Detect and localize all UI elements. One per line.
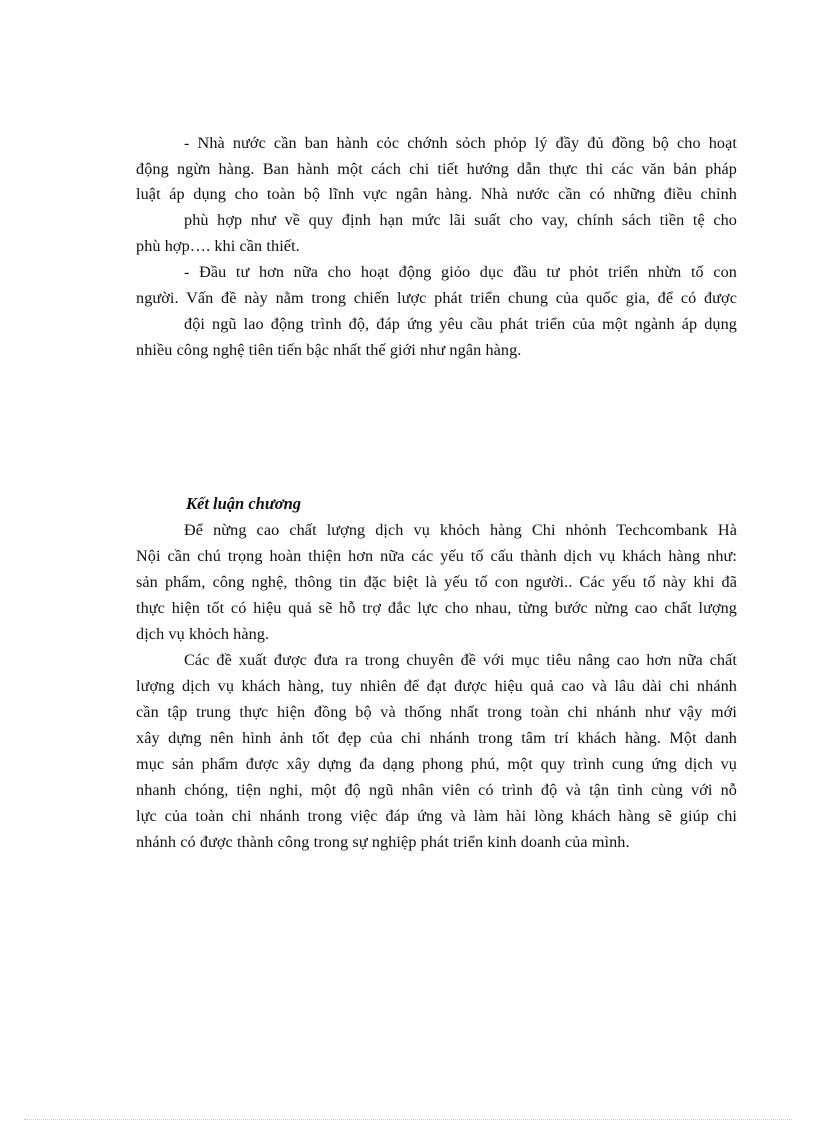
paragraph-4-line-3: cần tập trung thực hiện đồng bộ và thống nhất trong toàn chi nhánh như vậy mới [136,703,737,721]
paragraph-1-line-3: luật áp dụng cho toàn bộ lĩnh vực ngân hàng. Nhà nước cần có những điều chỉnh [136,185,737,203]
paragraph-1-line-5: phù hợp…. khi cần thiết. [136,237,300,255]
paragraph-4-line-8: nhánh có được thành công trong sự nghiệp phát triển kinh doanh của mình. [136,833,630,851]
paragraph-3-line-2: Nội cần chú trọng hoàn thiện hơn nữa các yếu tố cấu thành dịch vụ khách hàng như: [136,547,737,565]
paragraph-2-line-3: đội ngũ lao động trình độ, đáp ứng yêu cầu phát triển của một ngành áp dụng [184,315,737,333]
paragraph-2-line-2: người. Vấn đề này nằm trong chiến lược phát triển chung của quốc gia, để có được [136,289,737,307]
paragraph-1-line-2: động ngừn hàng. Ban hành một cách chi tiết hướng dẫn thực thi các văn bản pháp [136,160,737,178]
paragraph-4-line-5: mục sản phẩm được xây dựng đa dạng phong phú, một quy trình cung ứng dịch vụ [136,755,737,773]
paragraph-4-line-1: Các đề xuất được đưa ra trong chuyên đề với mục tiêu nâng cao hơn nữa chất [184,651,737,669]
paragraph-4-line-4: xây dựng nên hình ảnh tốt đẹp của chi nhánh trong tâm trí khách hàng. Một danh [136,729,737,747]
paragraph-1-line-1: - Nhà nước cần ban hành cỏc chớnh sỏch phỏp lý đầy đủ đồng bộ cho hoạt [184,134,737,152]
page-bottom-divider [24,1119,792,1120]
paragraph-4-line-7: lực của toàn chi nhánh trong việc đáp ứng và làm hài lòng khách hàng sẽ giúp chi [136,807,737,825]
paragraph-3-line-3: sản phẩm, công nghệ, thông tin đặc biệt là yếu tố con người.. Các yếu tố này khi đã [136,573,737,591]
paragraph-2-line-4: nhiều công nghệ tiên tiến bậc nhất thế giới như ngân hàng. [136,341,522,359]
paragraph-2-line-1: - Đầu tư hơn nữa cho hoạt động giỏo dục đầu tư phỏt triển nhừn tố con [184,263,737,281]
paragraph-4-line-6: nhanh chóng, tiện nghi, một độ ngũ nhân viên có trình độ và tận tình cùng với nỗ [136,781,737,799]
paragraph-1-line-4: phù hợp như về quy định hạn mức lãi suất cho vay, chính sách tiền tệ cho [184,211,737,229]
paragraph-3-line-4: thực hiện tốt có hiệu quả sẽ hỗ trợ đắc lực cho nhau, từng bước nừng cao chất lượng [136,599,737,617]
paragraph-4-line-2: lượng dịch vụ khách hàng, tuy nhiên để đạt được hiệu quả cao và lâu dài chi nhánh [136,677,737,695]
paragraph-3-line-1: Để nừng cao chất lượng dịch vụ khỏch hàng Chi nhỏnh Techcombank Hà [184,521,737,539]
paragraph-3-line-5: dịch vụ khỏch hàng. [136,625,270,643]
section-heading: Kết luận chương [186,494,302,513]
